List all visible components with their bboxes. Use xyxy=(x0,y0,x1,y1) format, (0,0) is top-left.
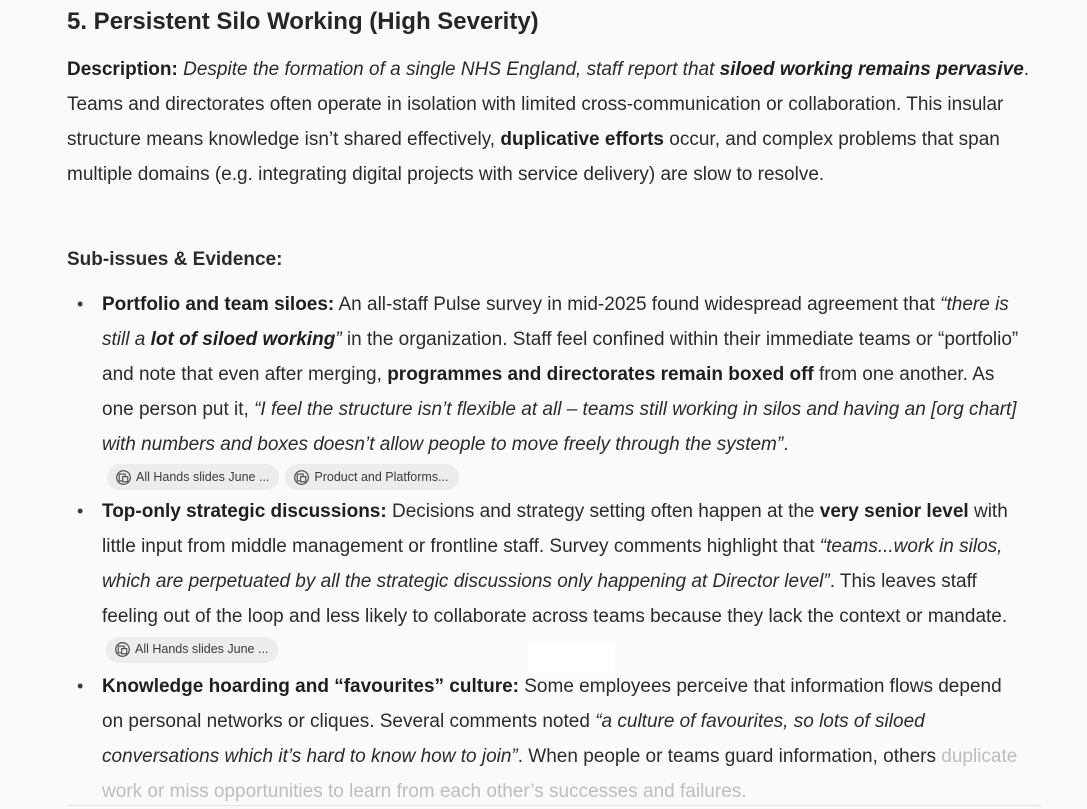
source-chip-label: All Hands slides June ... xyxy=(136,470,270,484)
source-chip[interactable] xyxy=(285,464,458,490)
issue-quote: “there is still a xyxy=(102,294,1009,350)
issue-heading: Knowledge hoarding and “favourites” culture: xyxy=(102,676,519,697)
issue-heading: Portfolio and team siloes: xyxy=(102,294,335,315)
issue-text: in the organization. Staff feel confined within their immediate teams or “portfolio” and note that even after merging, xyxy=(102,329,1019,385)
source-chips xyxy=(102,462,1027,494)
issues-list xyxy=(67,287,1027,809)
issue-text: from one another. As one person put it, xyxy=(102,364,995,420)
description-bold: duplicative efforts xyxy=(500,129,665,150)
source-chip-label: Product and Platforms... xyxy=(314,470,449,484)
issue-text: . xyxy=(783,434,789,455)
description-text-b: occur, and complex problems that span multiple domains (e.g. integrating digital projects with service delivery) are slow to resolve. xyxy=(67,129,1000,185)
issue-quote-end: ” xyxy=(335,329,342,350)
issue-heading: Top-only strategic discussions: xyxy=(102,501,387,522)
subissues-heading: Sub-issues & Evidence: xyxy=(67,249,283,270)
issue-text: Decisions and strategy setting often happen at the xyxy=(386,501,820,522)
issue-text: Some employees perceive that information flows depend on personal networks or cliques. Several comments noted xyxy=(102,676,1002,732)
issue-text: An all-staff Pulse survey in mid-2025 found widespread agreement that xyxy=(334,294,941,315)
issue-quote: “teams...work in silos, which are perpetuated by all the strategic discussions only happening at Director level” xyxy=(102,536,1003,592)
issue-quote: “I feel the structure isn’t flexible at all – teams still working in silos and having an [org chart] with numbers and boxes doesn’t allow people to move freely through the system” xyxy=(102,399,1017,455)
source-doc-icon xyxy=(114,641,131,658)
issue-text: with little input from middle management or frontline staff. Survey comments highlight that xyxy=(102,501,1008,557)
issue-text-faded: duplicate work or miss opportunities to learn from each other’s successes and failures. xyxy=(102,746,1018,802)
blank-overlay xyxy=(528,641,615,673)
description-bold-italic: siloed working remains pervasive xyxy=(719,59,1024,80)
description-text-a: . Teams and directorates often operate in isolation with limited cross-communication or collaboration. This insular structure means knowledge isn’t shared effectively, xyxy=(67,59,1030,150)
list-item xyxy=(67,287,1027,494)
issue-quote: “a culture of favourites, so lots of siloed conversations which it’s hard to know how to join” xyxy=(102,711,925,767)
issue-text: . This leaves staff feeling out of the loop and less likely to collaborate across teams because they lack the context or mandate. xyxy=(102,571,1008,627)
issue-text: . When people or teams guard information, others xyxy=(517,746,942,767)
section-title: 5. Persistent Silo Working (High Severity) xyxy=(67,8,539,35)
source-doc-icon xyxy=(115,469,132,486)
description-paragraph xyxy=(67,52,1035,192)
issue-bold: very senior level xyxy=(819,501,969,522)
description-italic: Despite the formation of a single NHS England, staff report that xyxy=(183,59,720,80)
issue-quote-bold: lot of siloed working xyxy=(150,329,336,350)
list-item xyxy=(67,669,1027,809)
source-chip[interactable] xyxy=(106,637,278,663)
description-label: Description: xyxy=(67,59,178,80)
source-doc-icon xyxy=(293,469,310,486)
issue-bold: programmes and directorates remain boxed off xyxy=(387,364,814,385)
source-chip-label: All Hands slides June ... xyxy=(135,642,269,657)
source-chip[interactable] xyxy=(107,464,279,490)
